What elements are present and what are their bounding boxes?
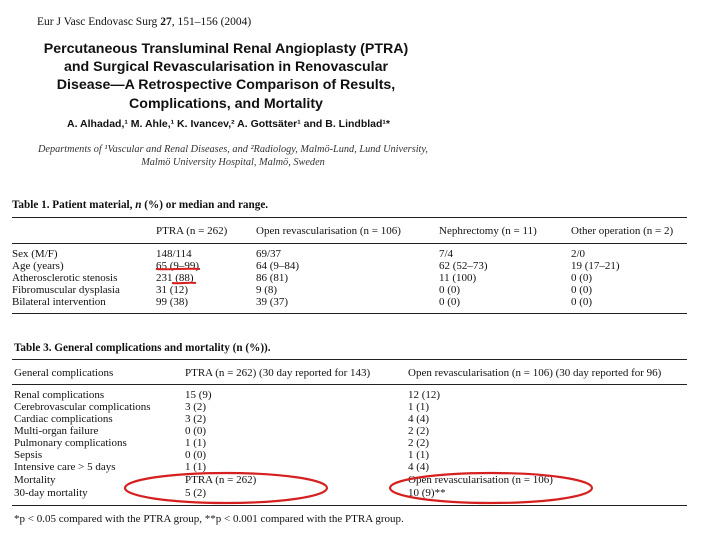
table3-cell: 15 (9) [185,389,212,401]
table3-top-rule [12,359,687,360]
table3-cell: 5 (2) [185,487,207,499]
table3-cell: 1 (1) [185,461,207,473]
table3-cell: 3 (2) [185,401,207,413]
table1-row-label: Atherosclerotic stenosis [12,272,118,284]
table1-cell: 64 (9–84) [256,260,300,272]
journal-volume: 27 [160,16,172,28]
table1-row-label: Sex (M/F) [12,248,58,260]
table1-bottom-rule [12,313,687,314]
table1-cell: 0 (0) [439,284,461,296]
affiliations [28,143,438,169]
affiliation-line: Malmö University Hospital, Malmö, Sweden [141,157,325,168]
table3-row-label: Cerebrovascular complications [14,401,151,413]
journal-citation [37,16,251,28]
table1-row-label: Age (years) [12,260,64,272]
table1-column-header: Nephrectomy (n = 11) [439,225,537,237]
table3-row-label: 30-day mortality [14,487,88,499]
table1-cell: 231 (88) [156,272,194,284]
table3-row-label: Renal complications [14,389,105,401]
table1-cell: 0 (0) [571,284,593,296]
table3-cell: 1 (1) [408,449,430,461]
table1-cell: 0 (0) [571,272,593,284]
table3-footnote: *p < 0.05 compared with the PTRA group, **p < 0.001 compared with the PTRA group. [14,513,404,525]
table1-caption [12,199,268,211]
table3-cell: PTRA (n = 262) [185,474,257,486]
table1-cell: 62 (52–73) [439,260,488,272]
table3-row-label: Cardiac complications [14,413,113,425]
table3-cell: 0 (0) [185,449,207,461]
table3-column-header: PTRA (n = 262) (30 day reported for 143) [185,367,371,379]
title-line: Percutaneous Transluminal Renal Angioplasty (PTRA) [43,41,409,57]
table3-cell: 2 (2) [408,425,430,437]
table1-row-label: Fibromuscular dysplasia [12,284,120,296]
table3-cell: 12 (12) [408,389,441,401]
author-list: A. Alhadad,¹ M. Ahle,¹ K. Ivancev,² A. Gottsäter¹ and B. Lindblad¹* [67,118,390,130]
table3-row-label: Sepsis [14,449,43,461]
table3-header-rule [12,384,687,385]
paper-title [0,40,452,113]
table1-column-header: PTRA (n = 262) [156,225,228,237]
table3-caption: Table 3. General complications and mortality (n (%)). [14,342,271,354]
table1-caption-n: n [135,199,142,211]
table1-cell: 31 (12) [156,284,189,296]
table3-row-label: Intensive care > 5 days [14,461,116,473]
table3-cell: 10 (9)** [408,487,446,499]
table1-cell: 99 (38) [156,296,189,308]
table3-row-label: Multi-organ failure [14,425,99,437]
title-line: Disease—A Retrospective Comparison of Results, [56,77,396,94]
table3-cell: 4 (4) [408,413,430,425]
title-line: and Surgical Revascularisation in Renovascular [63,59,389,76]
affiliation-line: Departments of ¹Vascular and Renal Diseases, and ²Radiology, Malmö-Lund, Lund University, [38,144,428,155]
table1-cell: 11 (100) [439,272,477,284]
table1-cell: 148/114 [156,248,192,260]
table1-caption-part: Table 1. Patient material, [12,199,136,211]
table1-cell: 7/4 [439,248,454,260]
table3-cell: 0 (0) [185,425,207,437]
table1-cell: 0 (0) [439,296,461,308]
table1-cell: 39 (37) [256,296,289,308]
table3-row-label: Pulmonary complications [14,437,127,449]
table3-column-header: General complications [14,367,114,379]
table3-row-label: Mortality [14,474,56,486]
table1-cell: 0 (0) [571,296,593,308]
table1-cell: 2/0 [571,248,586,260]
table3-cell: 1 (1) [185,437,207,449]
title-line: Complications, and Mortality [129,95,323,112]
table1-column-header: Open revascularisation (n = 106) [256,225,401,237]
table3-cell: 3 (2) [185,413,207,425]
table1-column-header: Other operation (n = 2) [571,225,674,237]
table3-column-header: Open revascularisation (n = 106) (30 day reported for 96) [408,367,662,379]
table1-cell: 19 (17–21) [571,260,620,272]
journal-prefix: Eur J Vasc Endovasc Surg [37,16,161,28]
table1-row-label: Bilateral intervention [12,296,106,308]
table1-cell: 9 (8) [256,284,278,296]
table3-cell: Open revascularisation (n = 106) [408,474,553,486]
journal-suffix: , 151–156 (2004) [171,16,252,28]
table1-cell: 69/37 [256,248,282,260]
table3-cell: 1 (1) [408,401,430,413]
table1-cell: 86 (81) [256,272,289,284]
table1-header-rule [12,243,687,244]
table3-cell: 2 (2) [408,437,430,449]
table1-top-rule [12,217,687,218]
table1-caption-part: (%) or median and range. [141,199,269,211]
table1-cell: 65 (9–99) [156,260,200,272]
table3-cell: 4 (4) [408,461,430,473]
table3-bottom-rule [12,505,687,506]
